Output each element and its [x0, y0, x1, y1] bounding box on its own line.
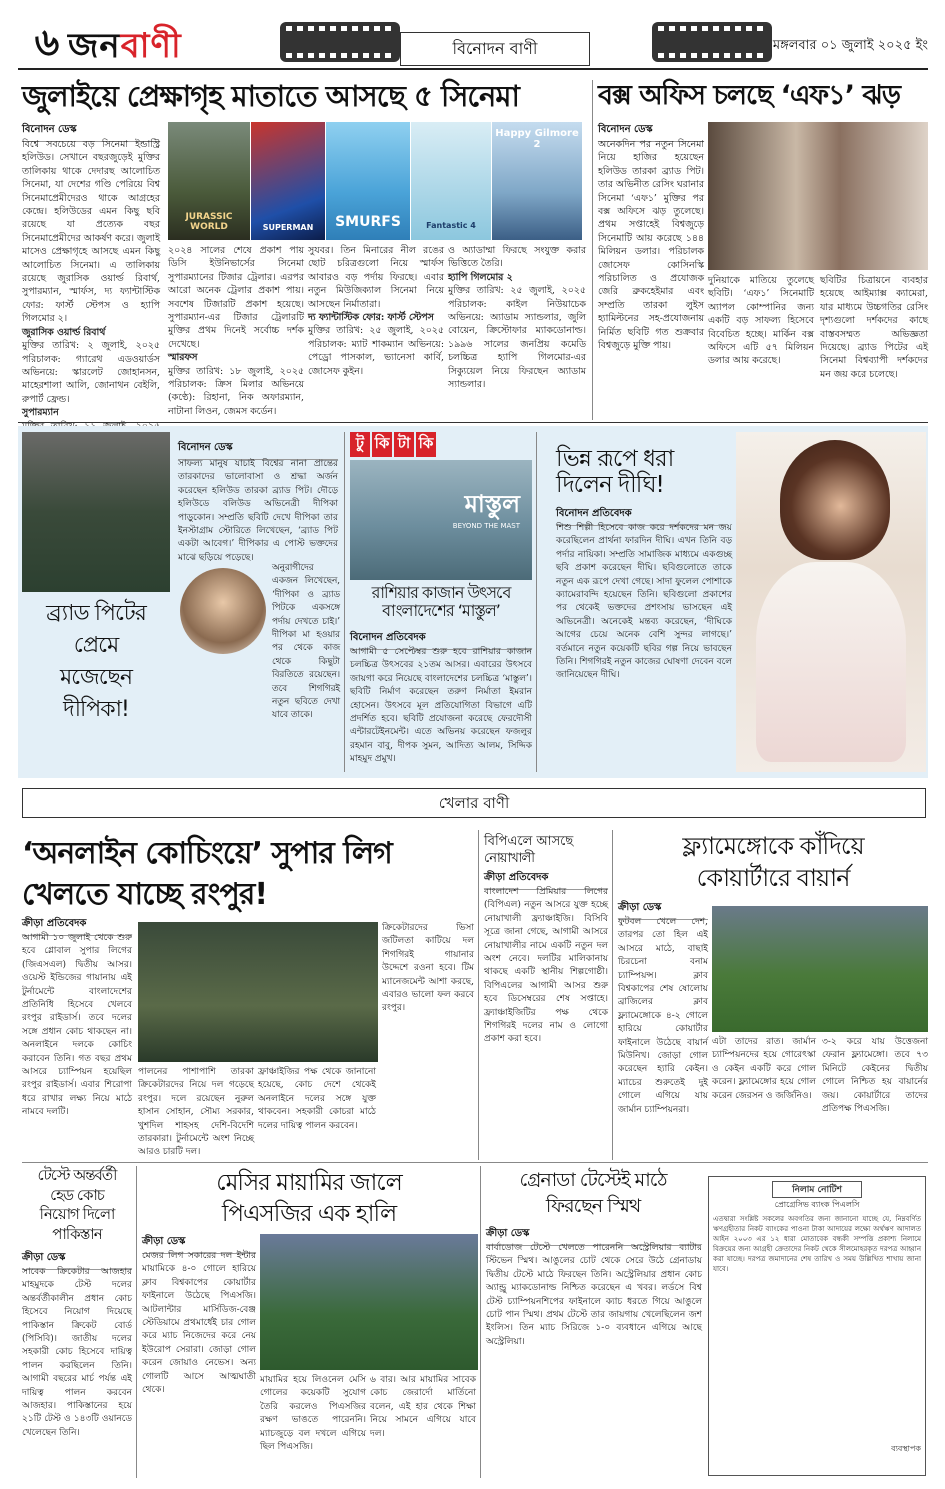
column-rule — [136, 1166, 137, 1478]
article-body: বিশ্বে সবচেয়ে বড় সিনেমা ইন্ডাস্ট্রি হলিউড। সেখানে বছরজুড়েই মুক্তির তালিকায় থাকে দেদারছ আলোচিত সিনেমা, যা দেশের গণ্ডি পেরিয়ে বিশ্ব সিনেমাপ্রেমীদেরও থাকে আগ্রহের কেন্দ্রে। হলিউডের এমন কিছু ছবি রয়েছে যা প্রত্যেক বছর সিনেমাপ্রেমীদের আকর্ষণ করে। জুলাই মাসেও প্রেক্ষাগৃহে আসছে এমন কিছু আলোচিত সিনেমা। এ তালিকায় রয়েছে জুরাসিক ওয়ার্ল্ড রিবার্থ, সুপারম্যান, স্মার্ফস, দ্য ফ্যান্টাস্টিক ফোর: ফার্স্ট স্টেপস ও হ্যাপি গিলমোর ২। জুরাসিক ওয়ার্ল্ড রিবার্থ মুক্তির তারিখ: ২ জুলাই, ২০২৫ পরিচালক: গ্যারেথ এডওয়ার্ডস অভিনয়ে: স্কারলেট জোহানসন, মাহেরশালা আলি, জোনাথন বেইলি, রুপার্ট ফ্রেন্ড। সুপারম্যান — [22, 139, 160, 419]
page-number: ৬ — [34, 20, 60, 64]
headline: রাশিয়ার কাজান উৎসবে বাংলাদেশের ‘মাস্তুল’ — [371, 583, 511, 621]
photo-football-match — [260, 1234, 478, 1370]
photo-dighi — [736, 432, 926, 772]
byline: বিনোদন ডেস্ক — [178, 440, 338, 460]
photo-actors — [708, 122, 928, 270]
poster-image: Happy Gilmore 2 — [492, 122, 582, 240]
subhead: হ্যাপি গিলমোর ২ — [448, 271, 513, 283]
subhead: দ্য ফ্যান্টাস্টিক ফোর: ফার্স্ট স্টেপস — [308, 312, 434, 324]
poster-mastul: মাস্তুল BEYOND THE MAST — [350, 460, 532, 580]
byline: ক্রীড়া ডেস্ক — [618, 900, 708, 920]
photo-cricket-team — [138, 922, 378, 1062]
notice-body: এতদ্বারা সংশ্লিষ্ট সকলের অবগতির জন্য জানানো যাচ্ছে যে, নিম্নবর্ণিত ঋণগ্রহীতার নিকট ব্যাংকের পাওনা টাকা আদায়ের লক্ষ্যে অর্থঋণ আদালত আইন ২০০৩ এর ১২ ধারা মোতাবেক বন্ধকী সম্পত্তি প্রকাশ্য নিলামে বিক্রয়ের জন্য আগ্রহী ক্রেতাদের নিকট থেকে সীলমোহরকৃত দরপত্র আহ্বান করা যাচ্ছে। দরপত্র জমাদানের শেষ তারিখ ও সময় উল্লিখিত শাখায় জানা যাবে। — [713, 1215, 921, 1273]
article-body: মায়ামির হয়ে লিওনেল মেসি গোলের কয়েকটি সুযোগ তৈরি করলেও পিএসজির রক্ষণ ভাঙতে পারেননি। ম্যাচজুড়ে বল দখলে এগিয়ে ছিল পিএসজি। — [260, 1375, 366, 1453]
column-rule — [344, 432, 345, 772]
article-body: এটা তাদের রাত। জার্মান চ্যাম্পিয়নদের হয়ে গোরেৎস্কা ও কেইন একটি করে গোল করেন। ফ্ল্যামেঙ্গোর হয়ে গোল করেন জেরসন ও জর্জিনিও। — [712, 1037, 816, 1101]
article-body: সুযবর। তিন মিনারের নীল রঙের ছোট চরিত্রগুলো নিয়ে স্মার্ফস আবারও বড় পর্দায় ফিরছে। এবার নতুন মিউজিক্যাল সিনেমা নিয়ে আসছেন নির্মাতারা। দ্য ফ্যান্টাস্টিক ফোর: ফার্স্ট স্টেপস মুক্তির তারিখ: ২৫ জুলাই, ২০২৫ পরিচালক: ম্যাট শাকম্যান অভিনয়ে: পেড্রো পাসকাল, ভ্যানেসা কার্বি, জোসেফ কুইন। — [308, 245, 444, 377]
headline: টেস্টে অন্তর্বর্তী হেড কোচ নিয়োগ দিলো পাকিস্তান — [37, 1166, 117, 1243]
byline: ক্রীড়া ডেস্ক — [142, 1234, 256, 1254]
column-rule — [612, 830, 613, 1160]
article-body: সাবেক ক্রিকেটার আজহার মাহমুদকে টেস্ট দলের অন্তর্বর্তীকালীন প্রধান কোচ হিসেবে নিয়োগ দিয়েছে পাকিস্তান ক্রিকেট বোর্ড (পিসিবি)। জাতীয় দলের সহকারী কোচ হিসেবে দায়িত্ব পালন করছিলেন তিনি। আগামী বছরের মার্চ পর্যন্ত এই দায়িত্ব পালন করবেন আজহার। পাকিস্তানের হয়ে ২১টি টেস্ট ও ১৪৩টি ওয়ানডে খেলেছেন তিনি। — [22, 1267, 132, 1438]
byline: বিনোদন ডেস্ক — [598, 122, 704, 142]
headline: মেসির মায়ামির জালে পিএসজির এক হালি — [216, 1170, 402, 1228]
logo — [68, 20, 182, 77]
column-rule — [592, 80, 593, 420]
article-body: শিশু শিল্পী হিসেবে কাজ করে দর্শকদের মন জয় করেছিলেন প্রার্থনা ফারদিন দীঘি। এখন তিনি বড় পর্দার নায়িকা। সম্প্রতি সামাজিক মাধ্যমে একগুচ্ছ ছবি প্রকাশ করেছেন দীঘি। ছবিগুলোতে তাকে নতুন এক রূপে দেখা গেছে। সাদা ফুলেল পোশাকে ক্যামেরাবন্দি হয়েছেন তিনি। ছবিগুলো প্রকাশের পর থেকেই ভক্তদের প্রশংসায় ভাসছেন এই অভিনেত্রী। অনেকেই মন্তব্য করেছেন, ‘দীঘিকে আগের চেয়ে অনেক বেশি সুন্দর লাগছে।’ বর্তমানে নতুন কয়েকটি ছবির গল্প নিয়ে ভাবছেন তিনি। শিগগিরই নতুন কাজের ঘোষণা দেবেন বলে জানিয়েছেন দীঘি। — [556, 523, 732, 681]
poster-image: SUPERMAN — [251, 122, 325, 240]
logo-left: জন — [68, 26, 121, 66]
poster-image: JURASSIC WORLD — [168, 122, 250, 240]
legal-notice — [708, 1176, 926, 1476]
notice-footer: ব্যবস্থাপক — [891, 1444, 921, 1453]
issue-date: মঙ্গলবার ০১ জুলাই ২০২৫ ইং — [772, 38, 928, 53]
poster-image: Fantastic 4 — [411, 122, 491, 240]
film-reel-icon — [280, 22, 400, 62]
article-body: ২০২৪ সালের শেষে প্রকাশ পায় ডিসি ইউনিভার্সের সিনেমা সুপারম্যানের টিজার ট্রেলার। এরপর আরো অনেক ট্রেলার প্রকাশ পায়। সবশেষ টিজারটি প্রকাশ হয়েছে। সুপারম্যান-এর টিজার ট্রেলারটি মুক্তির প্রথম দিনেই সর্বোচ্চ দর্শক দেখেছে। স্মারফস মুক্তির তারিখ: ১৮ জুলাই, ২০২৫ পরিচালক: ক্রিস মিলার অভিনয়ে (কণ্ঠে): রিহানা, নিক অফারম্যান, নাটানা লিওন, জেমস কর্ডেন। — [168, 245, 304, 417]
subhead: জুরাসিক ওয়ার্ল্ড রিবার্থ — [22, 326, 106, 338]
article-body: সাফল্য মানুষ যাচাই বিশ্বের নানা প্রান্তের তারকাদের ভালোবাসা ও শ্রদ্ধা অর্জন করেছেন হলিউড তারকা ব্র্যাড পিট। দৌড়ে হলিউডে বলিউড অভিনেত্রী দীপিকা পাড়ুকোন। সম্প্রতি ছবিটি দেখে দীপিকা তার ইনস্টাগ্রাম স্টোরিতে লিখেছেন, ‘ব্র্যাড পিট একটা আবেগ।’ দীপিকার এ পোস্ট ভক্তদের মাঝে ছড়িয়ে পড়েছে। — [178, 459, 338, 563]
article-body: ছবিটির চিত্রায়নে ব্যবহার হয়েছে আইম্যাক্স ক্যামেরা, যার মাধ্যমে উচ্চগতির রেসিং দৃশ্যগুলো দর্শকদের কাছে বাস্তবসম্মত অভিজ্ঞতা দিয়েছে। ব্র্যাড পিটের এই সিনেমা বিশ্বব্যাপী দর্শকদের মন জয় করে চলেছে। — [820, 275, 928, 380]
article-body: দুনিয়াকে মাতিয়ে তুলেছে ছবিটি। ‘এফ১’ সিনেমাটি অ্যাপল কোম্পানির জন্য একটি বড় সাফল্য হিসেবে বিবেচিত হচ্ছে। মার্কিন বক্স অফিসে এটি ৫৭ মিলিয়ন ডলার আয় করেছে। — [708, 275, 814, 367]
byline: ক্রীড়া প্রতিবেদক — [484, 870, 608, 890]
headline: ভিন্ন রূপে ধরা দিলেন দীঘি! — [556, 446, 674, 499]
column-rule — [480, 1166, 481, 1478]
article-body: ফুটবল খেলে দেশ, তারপর তো হিল এই আসরে মাঠে, বাছাই চিরচেনা বনাম চ্যাম্পিয়ন্স। ক্লাব বিশ্বকাপের শেষ ষোলোয় ব্রাজিলের ক্লাব ফ্ল্যামেঙ্গোকে ৪-২ গোলে হারিয়ে কোয়ার্টার ফাইনালে উঠেছে বায়ার্ন মিউনিখ। জোড়া গোল করেছেন হ্যারি কেইন। ম্যাচের শুরুতেই দুই গোলে এগিয়ে যায় জার্মান চ্যাম্পিয়নরা। — [618, 917, 708, 1115]
masthead — [18, 14, 928, 70]
article-body: বার্বাডোজ টেস্টে খেলতে পারেননি অস্ট্রেলিয়ার ব্যাটার স্টিভেন স্মিথ। আঙুলের চোট থেকে সেরে উঠে গ্রেনাডায় দ্বিতীয় টেস্টে মাঠে ফিরছেন তিনি। অস্ট্রেলিয়ার প্রধান কোচ অ্যান্ড্রু ম্যাকডোনাল্ড নিশ্চিত করেছেন এ খবর। লর্ডসে বিশ্ব টেস্ট চ্যাম্পিয়নশিপের ফাইনালে ক্যাচ ধরতে গিয়ে আঙুলে চোট পান স্মিথ। প্রথম টেস্টে তার জায়গায় খেলেছিলেন জশ ইংলিস। তিন ম্যাচ সিরিজে ১-০ ব্যবধানে এগিয়ে আছে অস্ট্রেলিয়া। — [486, 1243, 702, 1347]
headline: গ্রেনাডা টেস্টেই মাঠে ফিরছেন স্মিথ — [519, 1169, 667, 1217]
sports-section-bar — [22, 788, 926, 818]
film-reel-icon — [652, 22, 772, 62]
photo-deepika — [180, 568, 266, 654]
kicker: টু কি টা কি — [350, 432, 440, 456]
article-body: ক্রিকেটারদের ভিসা জটিলতা কাটিয়ে দল শিগগিরই গায়ানার উদ্দেশে রওনা হবে। টিম ম্যানেজমেন্ট আশা করছে, এবারও ভালো ফল করবে রংপুর। — [382, 923, 474, 1014]
article-body: অনুরাগীদের একজন লিখেছেন, ‘দীপিকা ও ব্র্যাড পিটকে একসঙ্গে পর্দায় দেখতে চাই।’ দীপিকা মা হওয়ার পর থেকে কাজ থেকে কিছুটা বিরতিতে রয়েছেন। তবে শিগগিরই নতুন ছবিতে দেখা যাবে তাকে। — [272, 562, 340, 762]
article-body: আগামী ১০ জুলাই থেকে শুরু হবে গ্লোবাল সুপার লিগের (জিএসএল) দ্বিতীয় আসর। ওয়েস্ট ইন্ডিজের গায়ানায় এই টুর্নামেন্টে বাংলাদেশের প্রতিনিধি হিসেবে খেলবে রংপুর রাইডার্স। তবে দলের সঙ্গে প্রধান কোচ থাকছেন না। অনলাইনে দলকে কোচিং করাবেন তিনি। গত বছর প্রথম আসরে চ্যাম্পিয়ন হয়েছিল রংপুর রাইডার্স। এবার শিরোপা ধরে রাখার লক্ষ্য নিয়ে মাঠে নামবে দলটি। — [22, 933, 132, 1118]
headline: নোয়াখালী — [484, 851, 534, 866]
byline: বিনোদন ডেস্ক — [22, 122, 160, 142]
photo-brad-pitt — [22, 432, 170, 592]
headline: জুলাইয়ে প্রেক্ষাগৃহ মাতাতে আসছে ৫ সিনেমা — [22, 79, 519, 113]
subhead: স্মারফস — [168, 352, 198, 364]
article-body: ফ্রাঞ্চাইজির পক্ষ থেকে জানানো হয়েছে, কোচ দেশে থেকেই অনলাইনে দলের সঙ্গে যুক্ত থাকবেন। সহকারী কোচরা মাঠে দলের দায়িত্ব পালন করবেন। — [258, 1067, 376, 1131]
headline: ফ্ল্যামেঙ্গোকে কাঁদিয়ে কোয়ার্টারে বায়ার্ন — [682, 832, 864, 893]
article-body: বাংলাদেশ প্রিমিয়ার লিগের (বিপিএল) নতুন আসরে যুক্ত হচ্ছে নোয়াখালী ফ্র্যাঞ্চাইজি। বিসিবি সূত্রে জানা গেছে, আগামী আসরে নোয়াখালীর নামে একটি নতুন দল অংশ নেবে। দলটির মালিকানায় থাকছে একটি স্থানীয় শিল্পগোষ্ঠী। বিপিএলের আগামী আসর শুরু হবে ডিসেম্বরের শেষ সপ্তাহে। ফ্র্যাঞ্চাইজিটির পক্ষ থেকে শিগগিরই দলের নাম ও লোগো প্রকাশ করা হবে। — [484, 887, 608, 1045]
column-rule — [536, 432, 537, 772]
article-body: মেজর লিগ সকারের দল ইন্টার মায়ামিকে ৪-০ গোলে হারিয়ে ক্লাব বিশ্বকাপের কোয়ার্টার ফাইনালে উঠেছে পিএসজি। আটলান্টার মার্সিডিজ-বেঞ্জ স্টেডিয়ামে প্রথমার্ধেই চার গোল করে ম্যাচ নিজেদের করে নেয় ইউরোপ সেরারা। জোড়া গোল করেন জোয়াও নেভেস। অন্য গোলটি আসে আত্মঘাতী থেকে। — [142, 1251, 256, 1396]
kicker: বিপিএলে আসছে — [484, 834, 574, 849]
section-title: বিনোদন বাণী — [400, 32, 590, 66]
photo-football-player — [712, 906, 928, 1032]
byline: ক্রীড়া প্রতিবেদক — [22, 916, 132, 936]
divider — [18, 422, 928, 423]
article-body: আগামী ৫ সেপ্টেম্বর শুরু হবে রাশিয়ার কাজান চলচ্চিত্র উৎসবের ২১তম আসর। এবারের উৎসবে জায়গা করে নিয়েছে বাংলাদেশের চলচ্চিত্র ‘মাস্তুল’। ছবিটি নির্মাণ করেছেন তরুণ নির্মাতা ইমরান হোসেন। উৎসবে মূল প্রতিযোগিতা বিভাগে এটি প্রদর্শিত হবে। ছবিটি প্রযোজনা করেছে ফেরদৌসী এন্টারটেইনমেন্ট। এতে অভিনয় করেছেন ফজলুর রহমান বাবু, দীপক সুমন, আদিত্য আলম, সিদ্দিক মাহমুদ প্রমুখ। — [350, 647, 532, 765]
article-body: পালনের পাশাপাশি তারকা ক্রিকেটারদের নিয়ে দল গড়েছে রংপুর। দলে রয়েছেন নুরুল হাসান সোহান, সৌম্য সরকার, খুশদিল শাহসহ দেশি-বিদেশি তারকারা। টুর্নামেন্টে অংশ নিচ্ছে আরও চারটি দল। — [138, 1067, 254, 1158]
article-body: অনেকদিন পর নতুন সিনেমা নিয়ে হাজির হয়েছেন হলিউড তারকা ব্র্যাড পিট। তার অভিনীত রেসিং ঘরানার সিনেমা ‘এফ১’ মুক্তির পর বক্স অফিসে ঝড় তুলেছে। প্রথম সপ্তাহেই বিশ্বজুড়ে সিনেমাটি আয় করেছে ১৪৪ মিলিয়ন ডলার। পরিচালক জোসেফ কোসিনস্কি পরিচালিত ও প্রযোজক জেরি ব্রুকহেইমার এবং সম্প্রতি তারকা লুইস হ্যামিল্টনের সহ-প্রযোজনায় নির্মিত ছবিটি গত শুক্রবার বিশ্বজুড়ে মুক্তি পায়। — [598, 139, 704, 352]
subhead: সুপারম্যান — [22, 407, 59, 419]
logo-right: বাণী — [120, 26, 182, 66]
byline: বিনোদন প্রতিবেদক — [350, 630, 532, 650]
column-rule — [478, 830, 479, 1160]
headline: বক্স অফিস চলছে ‘এফ১’ ঝড় — [598, 80, 901, 111]
section-title: খেলার বাণী — [438, 794, 510, 812]
notice-subtitle: প্রোগ্রেসিভ ব্যাংক পিএলসি — [774, 1200, 860, 1209]
byline: ক্রীড়া ডেস্ক — [22, 1250, 132, 1270]
headline: ব্র্যাড পিটের প্রেমে মজেছেন দীপিকা! — [46, 601, 146, 722]
headline: ‘অনলাইন কোচিংয়ে’ সুপার লিগ খেলতে যাচ্ছে রংপুর! — [22, 836, 392, 912]
byline: বিনোদন প্রতিবেদক — [556, 506, 726, 526]
article-body: ও অ্যাডাম্মা ফিরছে সংযুক্ত করার ভিত্তিতে তৈরি। হ্যাপি গিলমোর ২ মুক্তির তারিখ: ২৫ জুলাই, ২০২৫ পরিচালক: কাইল নিউয়াচেক অভিনয়ে: অ্যাডাম স্যান্ডলার, জুলি বোয়েন, ক্রিস্টোফার ম্যাকডোনাল্ড। ১৯৯৬ সালের জনপ্রিয় কমেডি চলচ্চিত্র হ্যাপি গিলমোর-এর সিক্যুয়েল নিয়ে ফিরছেন অ্যাডাম স্যান্ডলার। — [448, 245, 586, 391]
poster-image: SMURFS — [326, 122, 410, 240]
article-body: ৬ বার। আর মায়ামির সাবেক কোচ জেরার্দো মার্তিনো বলেন, এই হার থেকে শিক্ষা নিয়ে সামনে এগিয়ে যাবে দল। — [370, 1375, 476, 1439]
notice-title: নিলাম নোটিশ — [772, 1181, 862, 1198]
article-body: ৩-২ করে যায় উত্তেজনা ফেরান ফ্ল্যামেঙ্গো। তবে ৭৩ মিনিটে কেইনের দ্বিতীয় গোলে নিশ্চিত হয় বায়ার্নের জয়। কোয়ার্টারে তাদের প্রতিপক্ষ পিএসজি। — [822, 1037, 928, 1115]
divider — [22, 1162, 928, 1163]
byline: ক্রীড়া ডেস্ক — [486, 1226, 700, 1246]
